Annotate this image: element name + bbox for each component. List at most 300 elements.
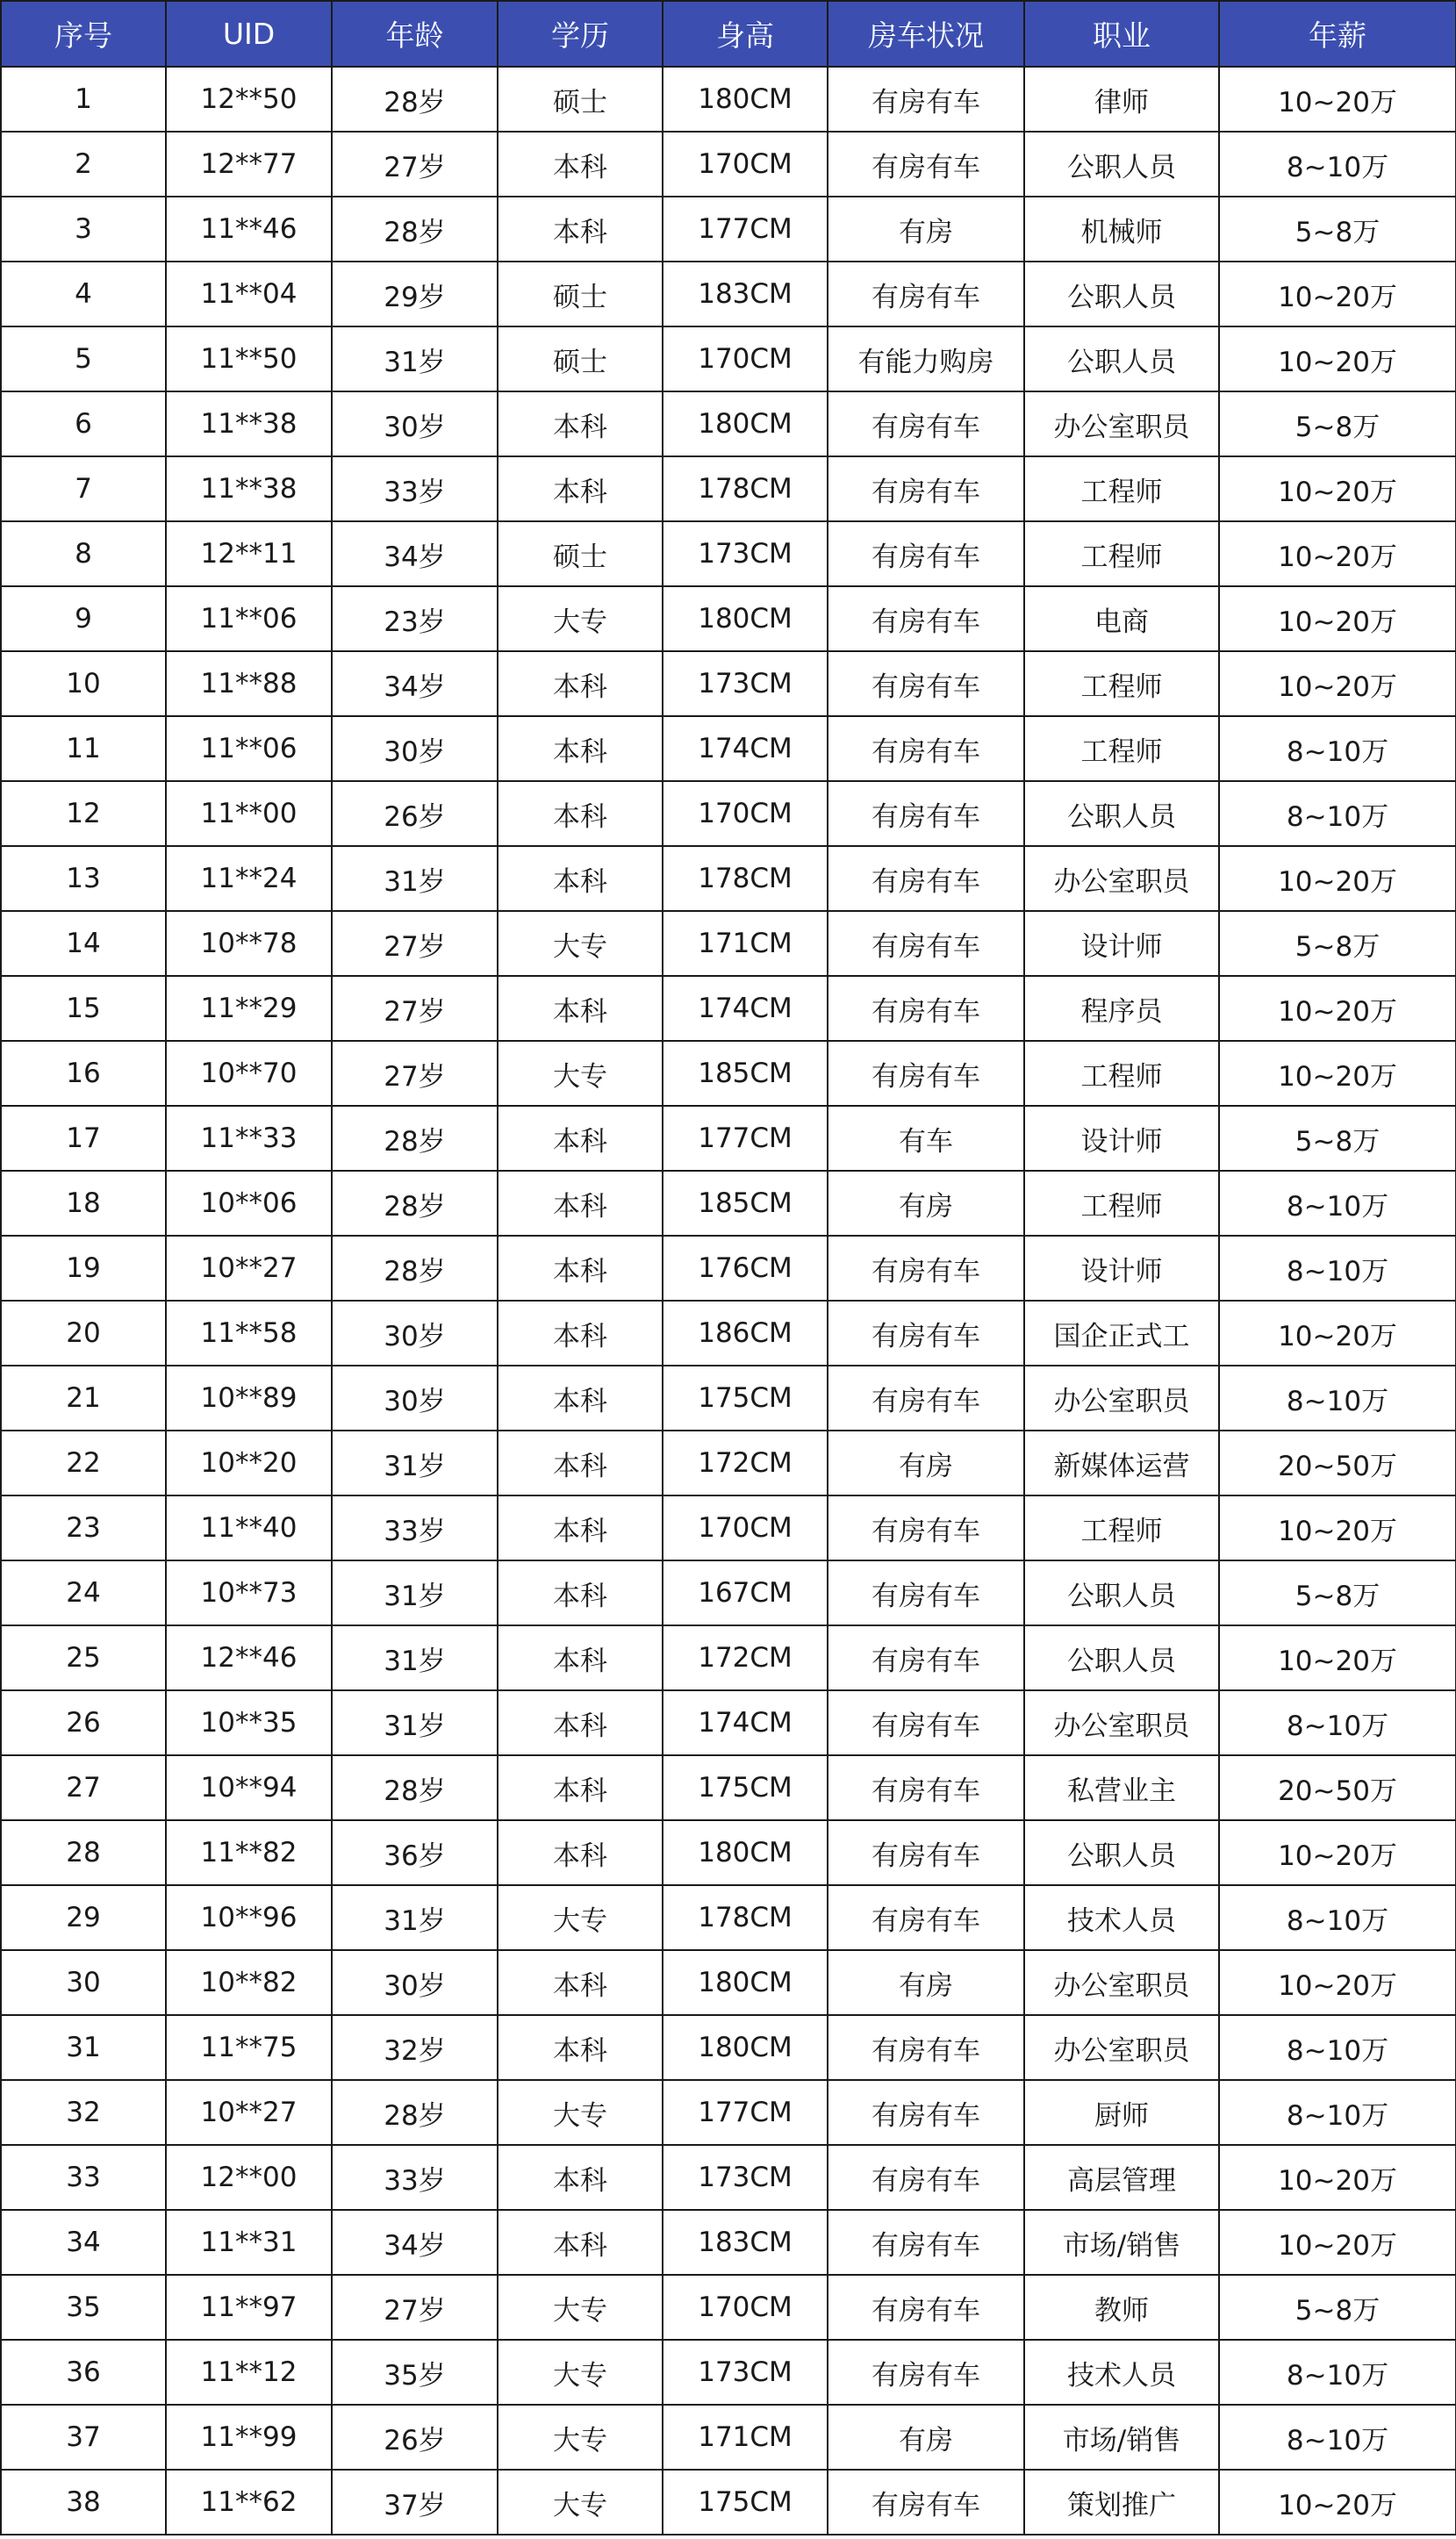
cell-housing-car: 有房 [828, 1431, 1024, 1495]
cell-salary: 10~20万 [1219, 2145, 1456, 2210]
cell-education: 本科 [498, 781, 663, 846]
cell-height: 180CM [663, 1820, 828, 1885]
cell-index: 21 [1, 1366, 166, 1431]
cell-age: 29岁 [332, 262, 498, 326]
table-row [1, 1755, 1456, 1820]
cell-housing-car: 有房有车 [828, 1560, 1024, 1625]
cell-height: 170CM [663, 132, 828, 197]
table-row [1, 586, 1456, 651]
cell-housing-car: 有房 [828, 197, 1024, 262]
cell-housing-car: 有房有车 [828, 1301, 1024, 1366]
cell-height: 175CM [663, 1366, 828, 1431]
cell-education: 本科 [498, 1366, 663, 1431]
cell-height: 180CM [663, 67, 828, 132]
header-age: 年龄 [332, 1, 498, 67]
cell-age: 30岁 [332, 1950, 498, 2015]
cell-height: 174CM [663, 1690, 828, 1755]
cell-uid: 11**33 [166, 1106, 332, 1171]
cell-education: 大专 [498, 911, 663, 976]
cell-education: 硕士 [498, 262, 663, 326]
cell-uid: 11**97 [166, 2275, 332, 2340]
cell-index: 12 [1, 781, 166, 846]
table-row [1, 1431, 1456, 1495]
cell-height: 180CM [663, 586, 828, 651]
cell-education: 大专 [498, 2405, 663, 2470]
cell-occupation: 程序员 [1024, 976, 1219, 1041]
cell-index: 38 [1, 2470, 166, 2535]
cell-occupation: 设计师 [1024, 911, 1219, 976]
cell-height: 171CM [663, 911, 828, 976]
cell-height: 183CM [663, 262, 828, 326]
cell-salary: 8~10万 [1219, 1885, 1456, 1950]
cell-age: 27岁 [332, 911, 498, 976]
cell-age: 28岁 [332, 1171, 498, 1236]
cell-age: 31岁 [332, 326, 498, 391]
table-row [1, 521, 1456, 586]
cell-education: 本科 [498, 1625, 663, 1690]
cell-height: 173CM [663, 2340, 828, 2405]
cell-occupation: 电商 [1024, 586, 1219, 651]
cell-uid: 10**94 [166, 1755, 332, 1820]
cell-salary: 10~20万 [1219, 586, 1456, 651]
cell-age: 32岁 [332, 2015, 498, 2080]
cell-housing-car: 有房有车 [828, 132, 1024, 197]
cell-age: 34岁 [332, 2210, 498, 2275]
cell-index: 32 [1, 2080, 166, 2145]
cell-housing-car: 有房有车 [828, 2080, 1024, 2145]
table-row [1, 2405, 1456, 2470]
cell-age: 28岁 [332, 1106, 498, 1171]
table-row [1, 1560, 1456, 1625]
table-row [1, 1171, 1456, 1236]
cell-index: 35 [1, 2275, 166, 2340]
cell-occupation: 技术人员 [1024, 2340, 1219, 2405]
cell-salary: 8~10万 [1219, 1171, 1456, 1236]
cell-uid: 11**04 [166, 262, 332, 326]
cell-salary: 10~20万 [1219, 2210, 1456, 2275]
cell-age: 26岁 [332, 2405, 498, 2470]
cell-age: 26岁 [332, 781, 498, 846]
cell-age: 30岁 [332, 1301, 498, 1366]
cell-height: 170CM [663, 326, 828, 391]
cell-uid: 11**88 [166, 651, 332, 716]
cell-occupation: 机械师 [1024, 197, 1219, 262]
cell-salary: 8~10万 [1219, 2340, 1456, 2405]
cell-index: 15 [1, 976, 166, 1041]
cell-housing-car: 有房 [828, 2405, 1024, 2470]
cell-occupation: 市场/销售 [1024, 2405, 1219, 2470]
cell-occupation: 办公室职员 [1024, 846, 1219, 911]
cell-uid: 11**29 [166, 976, 332, 1041]
cell-housing-car: 有房有车 [828, 1495, 1024, 1560]
cell-uid: 11**40 [166, 1495, 332, 1560]
cell-index: 22 [1, 1431, 166, 1495]
table-body [1, 67, 1456, 2535]
cell-uid: 11**24 [166, 846, 332, 911]
cell-housing-car: 有房有车 [828, 2340, 1024, 2405]
table-row [1, 262, 1456, 326]
cell-salary: 8~10万 [1219, 132, 1456, 197]
cell-housing-car: 有房有车 [828, 67, 1024, 132]
cell-age: 28岁 [332, 2080, 498, 2145]
cell-salary: 8~10万 [1219, 2405, 1456, 2470]
cell-uid: 12**50 [166, 67, 332, 132]
table-row [1, 1106, 1456, 1171]
table-row [1, 1885, 1456, 1950]
cell-uid: 11**38 [166, 456, 332, 521]
cell-height: 186CM [663, 1301, 828, 1366]
cell-education: 本科 [498, 2015, 663, 2080]
cell-education: 本科 [498, 1236, 663, 1301]
cell-occupation: 办公室职员 [1024, 1950, 1219, 2015]
cell-housing-car: 有房有车 [828, 1690, 1024, 1755]
cell-education: 本科 [498, 1495, 663, 1560]
cell-index: 23 [1, 1495, 166, 1560]
cell-height: 178CM [663, 456, 828, 521]
cell-salary: 10~20万 [1219, 262, 1456, 326]
cell-occupation: 工程师 [1024, 1041, 1219, 1106]
cell-index: 9 [1, 586, 166, 651]
cell-occupation: 律师 [1024, 67, 1219, 132]
cell-occupation: 教师 [1024, 2275, 1219, 2340]
cell-height: 180CM [663, 391, 828, 456]
cell-index: 4 [1, 262, 166, 326]
cell-occupation: 公职人员 [1024, 262, 1219, 326]
cell-salary: 8~10万 [1219, 1366, 1456, 1431]
cell-height: 172CM [663, 1431, 828, 1495]
table-row [1, 1495, 1456, 1560]
cell-salary: 10~20万 [1219, 1625, 1456, 1690]
cell-age: 31岁 [332, 846, 498, 911]
cell-salary: 10~20万 [1219, 976, 1456, 1041]
cell-index: 30 [1, 1950, 166, 2015]
cell-occupation: 工程师 [1024, 456, 1219, 521]
cell-education: 本科 [498, 651, 663, 716]
cell-housing-car: 有房有车 [828, 1885, 1024, 1950]
table-row [1, 846, 1456, 911]
cell-education: 本科 [498, 456, 663, 521]
cell-index: 37 [1, 2405, 166, 2470]
cell-uid: 10**73 [166, 1560, 332, 1625]
cell-uid: 11**31 [166, 2210, 332, 2275]
cell-age: 28岁 [332, 67, 498, 132]
table-row [1, 1690, 1456, 1755]
table-row [1, 2080, 1456, 2145]
cell-height: 177CM [663, 1106, 828, 1171]
cell-uid: 10**27 [166, 1236, 332, 1301]
cell-occupation: 办公室职员 [1024, 1366, 1219, 1431]
header-occupation: 职业 [1024, 1, 1219, 67]
cell-housing-car: 有房有车 [828, 456, 1024, 521]
cell-occupation: 工程师 [1024, 651, 1219, 716]
cell-index: 19 [1, 1236, 166, 1301]
cell-occupation: 工程师 [1024, 521, 1219, 586]
header-index: 序号 [1, 1, 166, 67]
cell-occupation: 技术人员 [1024, 1885, 1219, 1950]
cell-uid: 12**00 [166, 2145, 332, 2210]
cell-age: 34岁 [332, 651, 498, 716]
cell-occupation: 办公室职员 [1024, 391, 1219, 456]
cell-height: 185CM [663, 1041, 828, 1106]
cell-housing-car: 有房有车 [828, 262, 1024, 326]
cell-uid: 12**77 [166, 132, 332, 197]
cell-age: 30岁 [332, 391, 498, 456]
cell-height: 170CM [663, 1495, 828, 1560]
cell-age: 30岁 [332, 716, 498, 781]
table-row [1, 1625, 1456, 1690]
cell-housing-car: 有房 [828, 1950, 1024, 2015]
table-row [1, 2210, 1456, 2275]
cell-housing-car: 有房有车 [828, 1236, 1024, 1301]
cell-index: 27 [1, 1755, 166, 1820]
cell-education: 硕士 [498, 521, 663, 586]
cell-age: 33岁 [332, 2145, 498, 2210]
header-housing-car: 房车状况 [828, 1, 1024, 67]
cell-uid: 11**50 [166, 326, 332, 391]
cell-index: 33 [1, 2145, 166, 2210]
header-salary: 年薪 [1219, 1, 1456, 67]
cell-height: 175CM [663, 1755, 828, 1820]
cell-housing-car: 有房有车 [828, 1366, 1024, 1431]
cell-age: 28岁 [332, 197, 498, 262]
cell-uid: 11**12 [166, 2340, 332, 2405]
cell-salary: 8~10万 [1219, 1690, 1456, 1755]
cell-housing-car: 有房有车 [828, 1755, 1024, 1820]
header-uid: UID [166, 1, 332, 67]
cell-index: 34 [1, 2210, 166, 2275]
cell-education: 大专 [498, 1885, 663, 1950]
cell-occupation: 办公室职员 [1024, 2015, 1219, 2080]
cell-uid: 11**46 [166, 197, 332, 262]
cell-occupation: 高层管理 [1024, 2145, 1219, 2210]
cell-height: 173CM [663, 521, 828, 586]
cell-index: 6 [1, 391, 166, 456]
cell-housing-car: 有房有车 [828, 2210, 1024, 2275]
cell-uid: 12**46 [166, 1625, 332, 1690]
cell-height: 180CM [663, 1950, 828, 2015]
cell-uid: 10**27 [166, 2080, 332, 2145]
cell-age: 27岁 [332, 1041, 498, 1106]
cell-occupation: 国企正式工 [1024, 1301, 1219, 1366]
cell-salary: 5~8万 [1219, 2275, 1456, 2340]
cell-housing-car: 有房有车 [828, 2145, 1024, 2210]
table-row [1, 197, 1456, 262]
cell-salary: 10~20万 [1219, 456, 1456, 521]
cell-education: 本科 [498, 1820, 663, 1885]
cell-age: 27岁 [332, 132, 498, 197]
cell-salary: 10~20万 [1219, 326, 1456, 391]
cell-occupation: 公职人员 [1024, 1560, 1219, 1625]
cell-education: 本科 [498, 2145, 663, 2210]
cell-education: 大专 [498, 2470, 663, 2535]
cell-uid: 11**62 [166, 2470, 332, 2535]
cell-uid: 10**89 [166, 1366, 332, 1431]
cell-age: 33岁 [332, 1495, 498, 1560]
cell-education: 本科 [498, 976, 663, 1041]
cell-height: 178CM [663, 846, 828, 911]
table-row [1, 976, 1456, 1041]
cell-salary: 10~20万 [1219, 1820, 1456, 1885]
cell-index: 3 [1, 197, 166, 262]
cell-uid: 11**06 [166, 716, 332, 781]
cell-occupation: 公职人员 [1024, 1820, 1219, 1885]
cell-index: 8 [1, 521, 166, 586]
cell-index: 26 [1, 1690, 166, 1755]
cell-education: 本科 [498, 1560, 663, 1625]
cell-occupation: 工程师 [1024, 1171, 1219, 1236]
cell-height: 167CM [663, 1560, 828, 1625]
table-row [1, 1820, 1456, 1885]
cell-housing-car: 有房有车 [828, 1820, 1024, 1885]
cell-height: 170CM [663, 2275, 828, 2340]
table-row [1, 1950, 1456, 2015]
cell-age: 31岁 [332, 1560, 498, 1625]
cell-salary: 5~8万 [1219, 391, 1456, 456]
cell-uid: 11**99 [166, 2405, 332, 2470]
table-row [1, 2340, 1456, 2405]
cell-index: 17 [1, 1106, 166, 1171]
cell-height: 185CM [663, 1171, 828, 1236]
cell-salary: 5~8万 [1219, 197, 1456, 262]
cell-height: 177CM [663, 2080, 828, 2145]
cell-education: 本科 [498, 1755, 663, 1820]
cell-index: 31 [1, 2015, 166, 2080]
cell-occupation: 工程师 [1024, 1495, 1219, 1560]
table-row [1, 716, 1456, 781]
cell-height: 173CM [663, 2145, 828, 2210]
cell-age: 34岁 [332, 521, 498, 586]
cell-housing-car: 有房有车 [828, 1625, 1024, 1690]
cell-education: 本科 [498, 1950, 663, 2015]
cell-housing-car: 有房有车 [828, 781, 1024, 846]
cell-uid: 10**96 [166, 1885, 332, 1950]
cell-salary: 10~20万 [1219, 1041, 1456, 1106]
cell-salary: 10~20万 [1219, 2470, 1456, 2535]
cell-uid: 11**75 [166, 2015, 332, 2080]
cell-index: 14 [1, 911, 166, 976]
cell-height: 173CM [663, 651, 828, 716]
cell-height: 177CM [663, 197, 828, 262]
cell-height: 170CM [663, 781, 828, 846]
cell-education: 大专 [498, 2080, 663, 2145]
cell-index: 11 [1, 716, 166, 781]
cell-occupation: 市场/销售 [1024, 2210, 1219, 2275]
cell-salary: 10~20万 [1219, 1495, 1456, 1560]
cell-housing-car: 有车 [828, 1106, 1024, 1171]
cell-uid: 11**00 [166, 781, 332, 846]
cell-uid: 10**20 [166, 1431, 332, 1495]
cell-index: 2 [1, 132, 166, 197]
cell-salary: 5~8万 [1219, 1106, 1456, 1171]
table-row [1, 1236, 1456, 1301]
cell-salary: 10~20万 [1219, 521, 1456, 586]
cell-height: 178CM [663, 1885, 828, 1950]
cell-salary: 10~20万 [1219, 846, 1456, 911]
cell-uid: 10**82 [166, 1950, 332, 2015]
table-row [1, 2145, 1456, 2210]
table-row [1, 781, 1456, 846]
cell-occupation: 厨师 [1024, 2080, 1219, 2145]
cell-index: 5 [1, 326, 166, 391]
cell-index: 36 [1, 2340, 166, 2405]
cell-salary: 8~10万 [1219, 1236, 1456, 1301]
cell-housing-car: 有房有车 [828, 716, 1024, 781]
cell-index: 29 [1, 1885, 166, 1950]
cell-uid: 11**06 [166, 586, 332, 651]
table-row [1, 911, 1456, 976]
cell-age: 31岁 [332, 1885, 498, 1950]
cell-salary: 20~50万 [1219, 1755, 1456, 1820]
cell-occupation: 公职人员 [1024, 1625, 1219, 1690]
table-row [1, 1041, 1456, 1106]
cell-age: 28岁 [332, 1755, 498, 1820]
cell-height: 171CM [663, 2405, 828, 2470]
cell-education: 硕士 [498, 326, 663, 391]
cell-height: 175CM [663, 2470, 828, 2535]
table-row [1, 326, 1456, 391]
cell-index: 13 [1, 846, 166, 911]
cell-education: 大专 [498, 2340, 663, 2405]
cell-education: 硕士 [498, 67, 663, 132]
table-row [1, 2275, 1456, 2340]
cell-salary: 8~10万 [1219, 2015, 1456, 2080]
cell-age: 37岁 [332, 2470, 498, 2535]
cell-education: 本科 [498, 197, 663, 262]
cell-height: 183CM [663, 2210, 828, 2275]
cell-height: 174CM [663, 976, 828, 1041]
cell-occupation: 设计师 [1024, 1236, 1219, 1301]
cell-occupation: 公职人员 [1024, 132, 1219, 197]
table-row [1, 1301, 1456, 1366]
cell-housing-car: 有房有车 [828, 391, 1024, 456]
cell-height: 172CM [663, 1625, 828, 1690]
cell-uid: 10**78 [166, 911, 332, 976]
cell-index: 16 [1, 1041, 166, 1106]
cell-education: 大专 [498, 2275, 663, 2340]
cell-height: 174CM [663, 716, 828, 781]
cell-index: 10 [1, 651, 166, 716]
cell-salary: 10~20万 [1219, 1950, 1456, 2015]
cell-housing-car: 有房有车 [828, 651, 1024, 716]
cell-education: 本科 [498, 716, 663, 781]
cell-age: 28岁 [332, 1236, 498, 1301]
cell-housing-car: 有房有车 [828, 846, 1024, 911]
header-education: 学历 [498, 1, 663, 67]
cell-age: 31岁 [332, 1690, 498, 1755]
cell-housing-car: 有房有车 [828, 2275, 1024, 2340]
cell-occupation: 设计师 [1024, 1106, 1219, 1171]
cell-uid: 12**11 [166, 521, 332, 586]
cell-salary: 5~8万 [1219, 911, 1456, 976]
cell-age: 23岁 [332, 586, 498, 651]
cell-uid: 11**82 [166, 1820, 332, 1885]
cell-education: 本科 [498, 1690, 663, 1755]
cell-salary: 20~50万 [1219, 1431, 1456, 1495]
cell-housing-car: 有房有车 [828, 586, 1024, 651]
cell-education: 本科 [498, 1106, 663, 1171]
table-header-row [1, 1, 1456, 67]
cell-occupation: 私营业主 [1024, 1755, 1219, 1820]
cell-education: 本科 [498, 2210, 663, 2275]
cell-age: 27岁 [332, 2275, 498, 2340]
cell-occupation: 公职人员 [1024, 326, 1219, 391]
cell-uid: 10**06 [166, 1171, 332, 1236]
cell-occupation: 工程师 [1024, 716, 1219, 781]
cell-index: 24 [1, 1560, 166, 1625]
cell-uid: 10**35 [166, 1690, 332, 1755]
cell-index: 25 [1, 1625, 166, 1690]
cell-age: 33岁 [332, 456, 498, 521]
